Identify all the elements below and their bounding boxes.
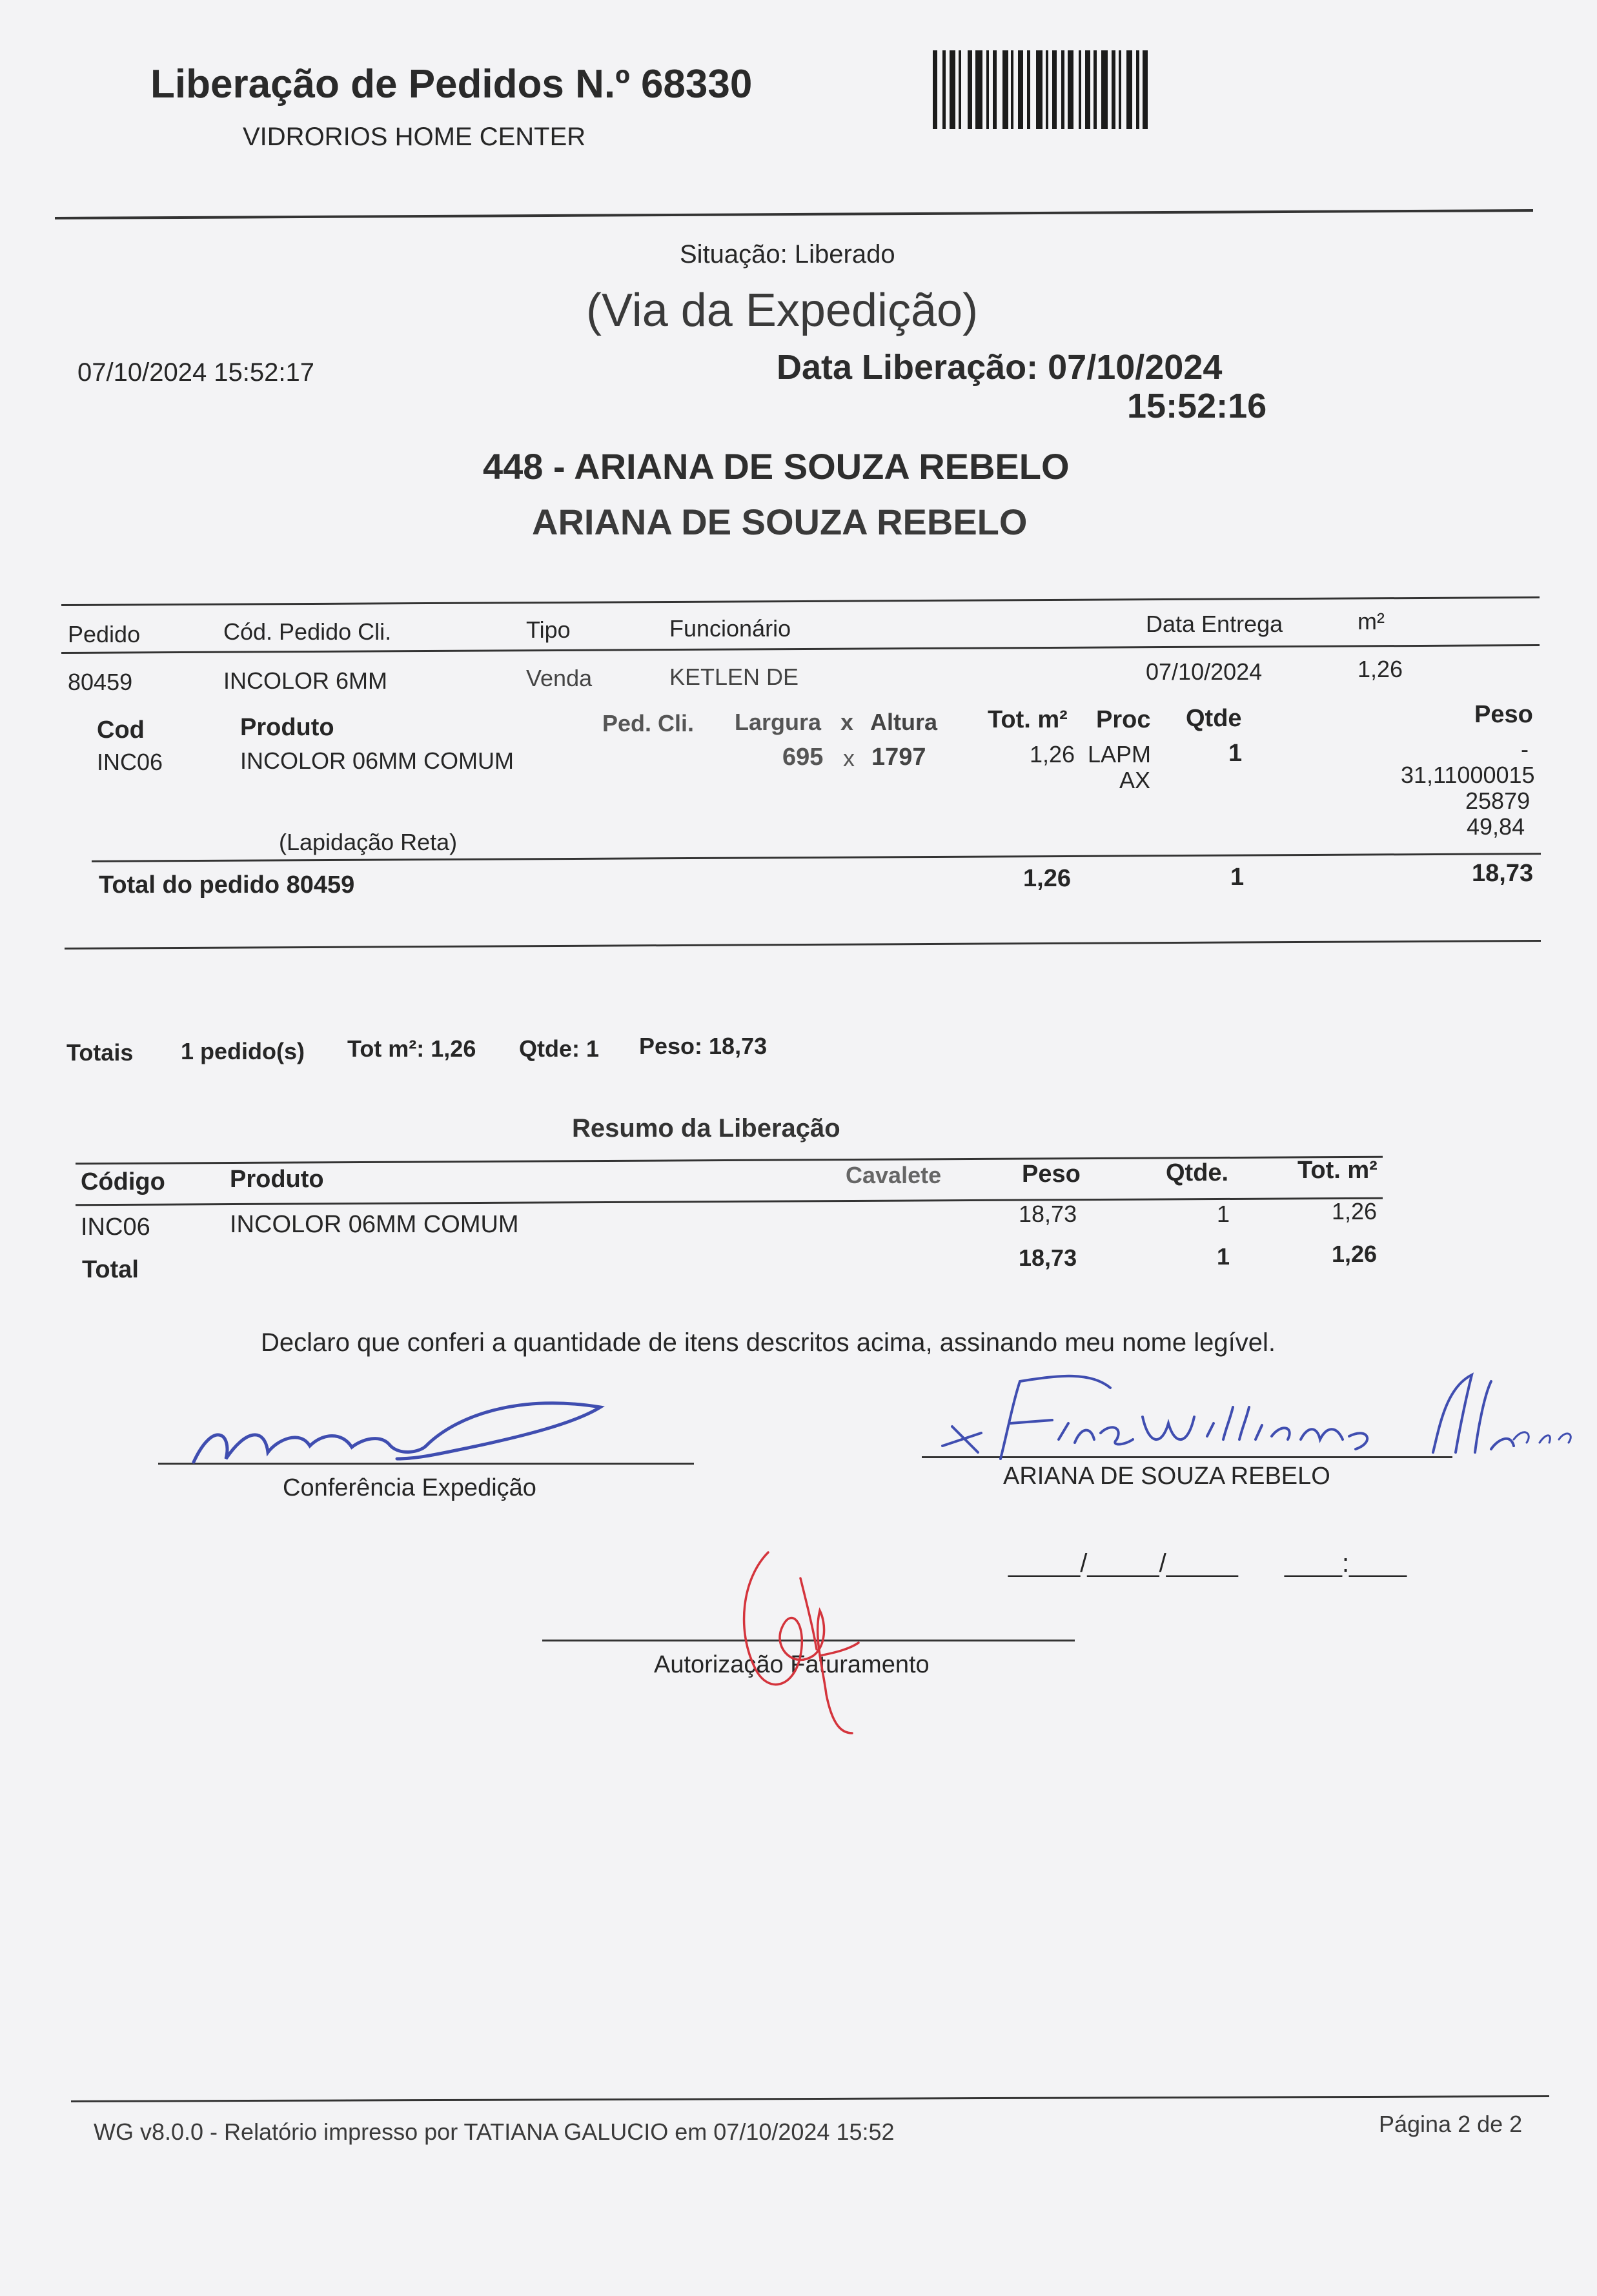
conferencia-signature [187, 1394, 613, 1478]
col-cod-pedido-cli: Cód. Pedido Cli. [223, 618, 392, 645]
order-table-header-rule [61, 644, 1540, 654]
col-tipo: Tipo [526, 616, 571, 643]
col-pedido: Pedido [68, 621, 141, 647]
resumo-total-qtde: 1 [1217, 1243, 1230, 1270]
item-cod: INC06 [97, 749, 163, 775]
item-peso-1: - [1521, 736, 1529, 762]
footer-rule [71, 2095, 1549, 2102]
footer-report-info: WG v8.0.0 - Relatório impresso por TATIANA GALUCIO em 07/10/2024 15:52 [94, 2118, 895, 2145]
item-peso-2: 31,11000015 [1401, 762, 1535, 788]
item-proc-1: LAPM [1088, 741, 1152, 767]
totais-peso: Peso: 18,73 [639, 1033, 768, 1059]
item-col-qtde: Qtde [1186, 705, 1242, 732]
resumo-col-qtde: Qtde. [1166, 1159, 1229, 1186]
resumo-col-tot-m2: Tot. m² [1297, 1157, 1378, 1184]
item-peso-4: 49,84 [1467, 813, 1525, 840]
col-funcionario: Funcionário [669, 615, 791, 642]
resumo-tot-m2: 1,26 [1332, 1198, 1378, 1224]
total-pedido-peso: 18,73 [1472, 860, 1534, 887]
item-col-ped-cli: Ped. Cli. [602, 710, 695, 737]
items-bottom-rule [65, 940, 1541, 950]
pedido-value: 80459 [68, 669, 133, 695]
resumo-col-codigo: Código [81, 1168, 165, 1195]
resumo-col-peso: Peso [1022, 1161, 1081, 1188]
cod-pedido-cli-value: INCOLOR 6MM [223, 667, 388, 694]
item-col-produto: Produto [240, 714, 334, 741]
totais-tot-m2: Tot m²: 1,26 [347, 1035, 476, 1062]
resumo-produto: INCOLOR 06MM COMUM [230, 1211, 519, 1238]
resumo-col-produto: Produto [230, 1166, 324, 1193]
footer-page-number: Página 2 de 2 [1379, 2111, 1523, 2137]
total-pedido-qtde: 1 [1230, 864, 1245, 891]
resumo-codigo: INC06 [81, 1214, 150, 1241]
item-produto: INCOLOR 06MM COMUM [240, 747, 514, 774]
resumo-title: Resumo da Liberação [572, 1114, 840, 1143]
declaracao-text: Declaro que conferi a quantidade de itens descritos acima, assinando meu nome legível. [261, 1328, 1276, 1357]
item-tot-m2: 1,26 [1030, 741, 1075, 767]
item-x: x [843, 745, 855, 771]
data-entrega-value: 07/10/2024 [1146, 658, 1263, 685]
document-title: Liberação de Pedidos N.º 68330 [150, 62, 753, 107]
item-obs: (Lapidação Reta) [279, 829, 458, 855]
item-col-largura: Largura [735, 709, 822, 735]
item-col-peso: Peso [1474, 701, 1533, 728]
order-table-top-rule [61, 596, 1540, 606]
resumo-total-peso: 18,73 [1019, 1245, 1077, 1271]
col-data-entrega: Data Entrega [1146, 611, 1283, 637]
cliente-signature [930, 1362, 1588, 1472]
cliente-codigo-nome: 448 - ARIANA DE SOUZA REBELO [483, 446, 1070, 487]
tipo-value: Venda [526, 665, 593, 691]
resumo-header-rule [76, 1197, 1383, 1206]
item-col-cod: Cod [97, 716, 145, 744]
conferencia-label: Conferência Expedição [283, 1474, 536, 1501]
item-peso-3: 25879 [1465, 787, 1531, 814]
header-divider [55, 209, 1533, 219]
item-col-altura: Altura [870, 709, 938, 735]
data-liberacao: Data Liberação: 07/10/2024 [777, 348, 1223, 387]
print-datetime: 07/10/2024 15:52:17 [77, 358, 315, 387]
autorizacao-signature [729, 1539, 878, 1746]
resumo-total-m2: 1,26 [1332, 1241, 1378, 1267]
cliente-label: ARIANA DE SOUZA REBELO [1003, 1463, 1330, 1490]
resumo-qtde: 1 [1217, 1201, 1230, 1227]
totais-pedidos: 1 pedido(s) [181, 1038, 305, 1064]
hora-liberacao: 15:52:16 [1127, 387, 1267, 425]
item-largura: 695 [782, 744, 824, 771]
totais-qtde: Qtde: 1 [519, 1035, 600, 1062]
resumo-peso: 18,73 [1019, 1201, 1077, 1227]
totais-label: Totais [66, 1039, 134, 1066]
resumo-col-cavalete: Cavalete [846, 1162, 942, 1188]
situacao-label: Situação: Liberado [680, 240, 895, 269]
barcode [933, 50, 1194, 129]
item-proc-2: AX [1119, 767, 1151, 793]
total-pedido-m2: 1,26 [1023, 865, 1071, 892]
via-label: (Via da Expedição) [586, 285, 979, 336]
total-pedido-label: Total do pedido 80459 [99, 871, 355, 899]
item-col-x: x [840, 709, 854, 735]
funcionario-value: KETLEN DE [669, 664, 799, 690]
resumo-total-label: Total [82, 1256, 139, 1283]
item-col-proc: Proc [1096, 706, 1151, 733]
time-blank: ____:____ [1285, 1549, 1407, 1578]
cliente-nome: ARIANA DE SOUZA REBELO [532, 502, 1028, 542]
m2-value: 1,26 [1358, 656, 1403, 682]
autorizacao-label: Autorização Faturamento [654, 1651, 930, 1678]
company-name: VIDRORIOS HOME CENTER [243, 123, 586, 151]
date-blank: _____/_____/_____ [1008, 1549, 1238, 1578]
item-qtde: 1 [1228, 740, 1243, 767]
item-col-tot-m2: Tot. m² [988, 706, 1068, 733]
col-m2: m² [1358, 608, 1385, 635]
item-altura: 1797 [871, 744, 926, 771]
